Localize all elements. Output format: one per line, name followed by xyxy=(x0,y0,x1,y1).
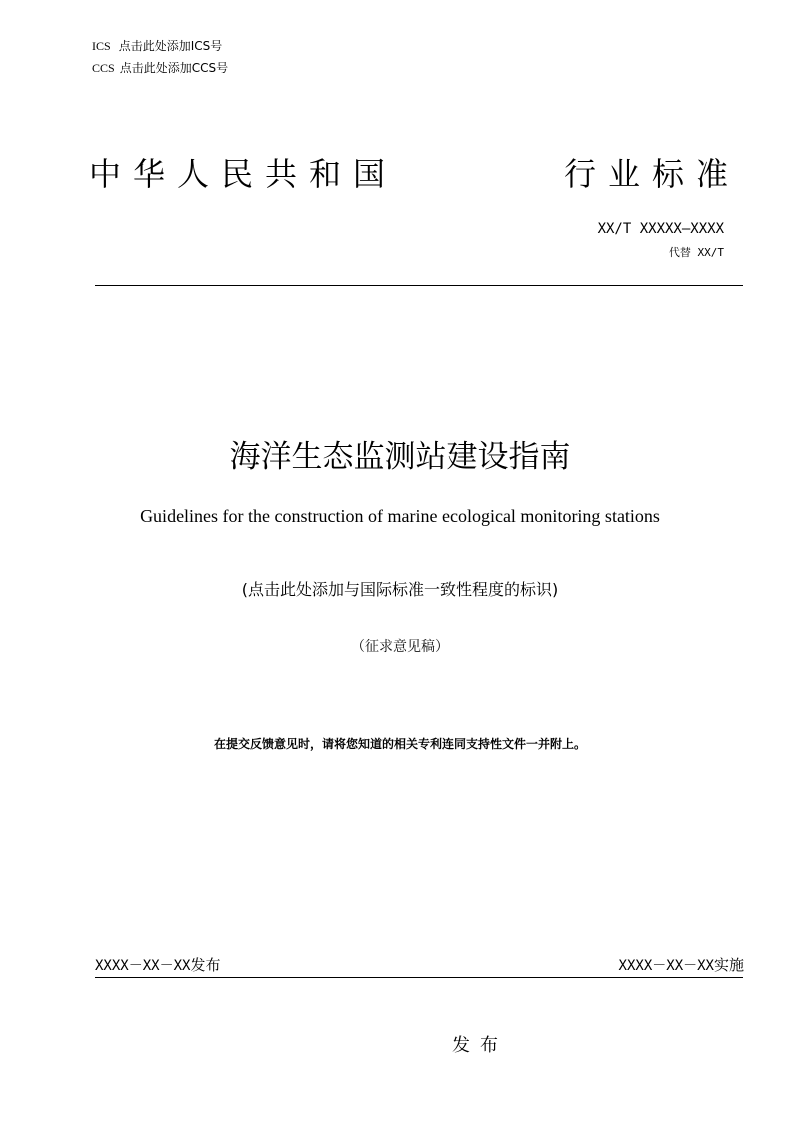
standard-number: XX/T XXXXX—XXXX xyxy=(597,221,724,237)
document-title-en: Guidelines for the construction of marine ecological monitoring stations xyxy=(140,506,660,526)
implement-date xyxy=(619,955,744,976)
draft-status: （征求意见稿） xyxy=(351,639,449,655)
country-name: 中华人民共和国 xyxy=(89,155,398,193)
implement-date-value: XXXX－XX－XX xyxy=(618,958,714,974)
patent-note: 在提交反馈意见时，请将您知道的相关专利连同支持性文件一并附上。 xyxy=(213,737,586,751)
header-divider xyxy=(95,285,743,286)
ccs-label: CCS xyxy=(92,61,115,75)
ics-value[interactable]: 点击此处添加ICS号 xyxy=(118,39,223,53)
implement-date-label: 实施 xyxy=(713,956,744,974)
document-title-cn: 海洋生态监测站建设指南 xyxy=(229,439,571,475)
replaces-standard: 代替 XX/T xyxy=(668,246,724,259)
ccs-line xyxy=(92,60,228,76)
footer-divider xyxy=(95,977,743,978)
publish-date-value: XXXX－XX－XX xyxy=(95,958,191,974)
consistency-marker[interactable]: (点击此处添加与国际标准一致性程度的标识) xyxy=(241,580,559,599)
ics-line xyxy=(92,38,222,54)
standard-type: 行业标准 xyxy=(564,155,741,193)
ccs-value[interactable]: 点击此处添加CCS号 xyxy=(119,61,229,75)
publish-date xyxy=(95,955,220,976)
issuer: 发布 xyxy=(452,1035,508,1056)
ics-label: ICS xyxy=(92,39,111,53)
publish-date-label: 发布 xyxy=(190,956,221,974)
